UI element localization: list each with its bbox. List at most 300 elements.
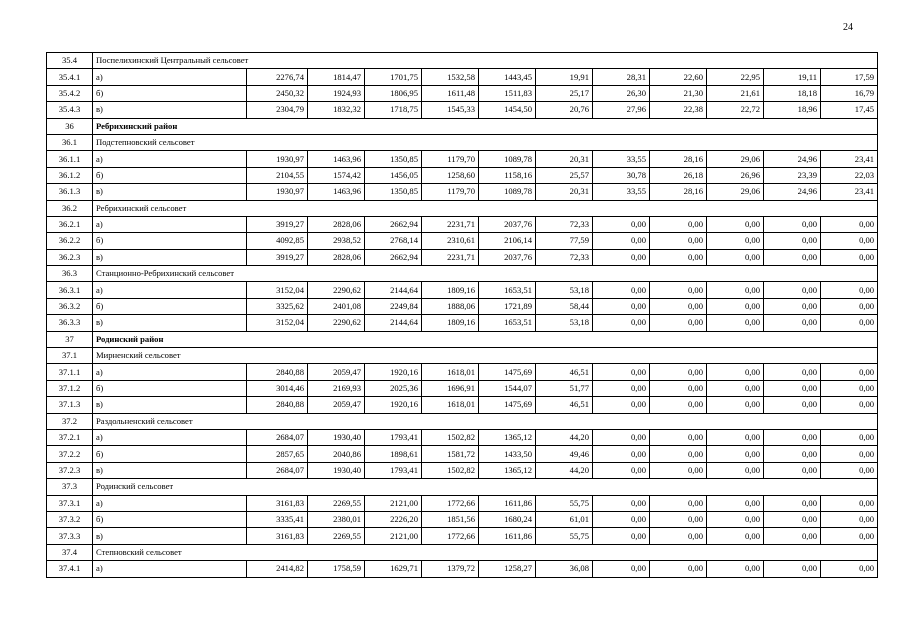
value-cell: 0,00 xyxy=(707,429,764,445)
value-cell: 0,00 xyxy=(764,446,821,462)
value-cell: 0,00 xyxy=(821,298,878,314)
section-header-row xyxy=(47,266,878,282)
value-cell: 0,00 xyxy=(707,364,764,380)
value-cell: 0,00 xyxy=(821,233,878,249)
value-cell: 17,45 xyxy=(821,102,878,118)
value-cell: 0,00 xyxy=(821,446,878,462)
row-code-cell: 37 xyxy=(47,331,93,347)
value-cell: 2276,74 xyxy=(247,69,308,85)
table-row xyxy=(47,561,878,577)
row-label-cell: а) xyxy=(93,151,247,167)
value-cell: 0,00 xyxy=(764,364,821,380)
value-cell: 3335,41 xyxy=(247,511,308,527)
value-cell: 0,00 xyxy=(593,397,650,413)
value-cell: 0,00 xyxy=(593,429,650,445)
value-cell: 29,06 xyxy=(707,184,764,200)
value-cell: 2249,84 xyxy=(365,298,422,314)
value-cell: 1611,86 xyxy=(479,495,536,511)
value-cell: 2840,88 xyxy=(247,397,308,413)
table-row xyxy=(47,216,878,232)
value-cell: 25,17 xyxy=(536,85,593,101)
value-cell: 1793,41 xyxy=(365,429,422,445)
table-row xyxy=(47,528,878,544)
value-cell: 29,06 xyxy=(707,151,764,167)
table-row xyxy=(47,462,878,478)
value-cell: 23,41 xyxy=(821,184,878,200)
row-code-cell: 36.1 xyxy=(47,134,93,150)
row-label-cell: а) xyxy=(93,364,247,380)
value-cell: 0,00 xyxy=(593,282,650,298)
row-code-cell: 36.1.2 xyxy=(47,167,93,183)
row-code-cell: 35.4.1 xyxy=(47,69,93,85)
value-cell: 2938,52 xyxy=(308,233,365,249)
tariff-table xyxy=(46,52,878,578)
value-cell: 0,00 xyxy=(821,528,878,544)
value-cell: 0,00 xyxy=(821,364,878,380)
value-cell: 1721,89 xyxy=(479,298,536,314)
row-code-cell: 37.4 xyxy=(47,544,93,560)
table-row xyxy=(47,429,878,445)
row-code-cell: 36.2.2 xyxy=(47,233,93,249)
value-cell: 3152,04 xyxy=(247,282,308,298)
row-code-cell: 37.2 xyxy=(47,413,93,429)
value-cell: 0,00 xyxy=(764,495,821,511)
row-code-cell: 36.3.1 xyxy=(47,282,93,298)
row-code-cell: 36.3.2 xyxy=(47,298,93,314)
table-row xyxy=(47,69,878,85)
value-cell: 0,00 xyxy=(821,561,878,577)
value-cell: 30,78 xyxy=(593,167,650,183)
section-header-row xyxy=(47,413,878,429)
value-cell: 49,46 xyxy=(536,446,593,462)
value-cell: 1793,41 xyxy=(365,462,422,478)
value-cell: 0,00 xyxy=(764,282,821,298)
value-cell: 1772,66 xyxy=(422,528,479,544)
row-label-cell: а) xyxy=(93,69,247,85)
value-cell: 1758,59 xyxy=(308,561,365,577)
value-cell: 0,00 xyxy=(650,216,707,232)
value-cell: 55,75 xyxy=(536,528,593,544)
value-cell: 1089,78 xyxy=(479,184,536,200)
value-cell: 1851,56 xyxy=(422,511,479,527)
value-cell: 0,00 xyxy=(764,298,821,314)
value-cell: 1574,42 xyxy=(308,167,365,183)
value-cell: 0,00 xyxy=(650,298,707,314)
value-cell: 1924,93 xyxy=(308,85,365,101)
value-cell: 1511,83 xyxy=(479,85,536,101)
value-cell: 0,00 xyxy=(593,364,650,380)
value-cell: 2401,08 xyxy=(308,298,365,314)
value-cell: 2037,76 xyxy=(479,216,536,232)
value-cell: 0,00 xyxy=(707,380,764,396)
value-cell: 19,91 xyxy=(536,69,593,85)
value-cell: 1718,75 xyxy=(365,102,422,118)
value-cell: 0,00 xyxy=(593,298,650,314)
value-cell: 55,75 xyxy=(536,495,593,511)
value-cell: 1701,75 xyxy=(365,69,422,85)
value-cell: 23,41 xyxy=(821,151,878,167)
value-cell: 2037,76 xyxy=(479,249,536,265)
value-cell: 1158,16 xyxy=(479,167,536,183)
value-cell: 1433,50 xyxy=(479,446,536,462)
section-title-cell: Станционно-Ребрихинский сельсовет xyxy=(93,266,878,282)
value-cell: 0,00 xyxy=(593,249,650,265)
district-header-row xyxy=(47,331,878,347)
value-cell: 2226,20 xyxy=(365,511,422,527)
value-cell: 1258,27 xyxy=(479,561,536,577)
section-header-row xyxy=(47,200,878,216)
row-label-cell: а) xyxy=(93,282,247,298)
value-cell: 1379,72 xyxy=(422,561,479,577)
value-cell: 1581,72 xyxy=(422,446,479,462)
value-cell: 2231,71 xyxy=(422,216,479,232)
section-header-row xyxy=(47,479,878,495)
value-cell: 0,00 xyxy=(650,282,707,298)
row-label-cell: б) xyxy=(93,446,247,462)
row-code-cell: 37.4.1 xyxy=(47,561,93,577)
value-cell: 24,96 xyxy=(764,184,821,200)
value-cell: 0,00 xyxy=(764,511,821,527)
section-title-cell: Подстепновский сельсовет xyxy=(93,134,878,150)
value-cell: 16,79 xyxy=(821,85,878,101)
value-cell: 0,00 xyxy=(707,249,764,265)
value-cell: 1456,05 xyxy=(365,167,422,183)
value-cell: 0,00 xyxy=(650,233,707,249)
value-cell: 0,00 xyxy=(650,397,707,413)
value-cell: 0,00 xyxy=(707,511,764,527)
table-row xyxy=(47,364,878,380)
value-cell: 2231,71 xyxy=(422,249,479,265)
value-cell: 2840,88 xyxy=(247,364,308,380)
table-row xyxy=(47,282,878,298)
value-cell: 26,30 xyxy=(593,85,650,101)
value-cell: 1443,45 xyxy=(479,69,536,85)
section-header-row xyxy=(47,348,878,364)
value-cell: 20,76 xyxy=(536,102,593,118)
value-cell: 46,51 xyxy=(536,397,593,413)
section-title-cell: Ребрихинский район xyxy=(93,118,878,134)
value-cell: 0,00 xyxy=(593,315,650,331)
value-cell: 0,00 xyxy=(707,528,764,544)
value-cell: 61,01 xyxy=(536,511,593,527)
value-cell: 0,00 xyxy=(593,446,650,462)
value-cell: 2104,55 xyxy=(247,167,308,183)
table-row xyxy=(47,184,878,200)
table-row xyxy=(47,511,878,527)
value-cell: 26,18 xyxy=(650,167,707,183)
row-code-cell: 36.3.3 xyxy=(47,315,93,331)
row-label-cell: б) xyxy=(93,298,247,314)
row-label-cell: в) xyxy=(93,528,247,544)
value-cell: 0,00 xyxy=(650,364,707,380)
row-code-cell: 37.3 xyxy=(47,479,93,495)
row-code-cell: 37.2.1 xyxy=(47,429,93,445)
value-cell: 0,00 xyxy=(650,561,707,577)
row-label-cell: б) xyxy=(93,85,247,101)
section-title-cell: Раздольненский сельсовет xyxy=(93,413,878,429)
value-cell: 1475,69 xyxy=(479,397,536,413)
value-cell: 1898,61 xyxy=(365,446,422,462)
value-cell: 0,00 xyxy=(707,298,764,314)
row-label-cell: в) xyxy=(93,102,247,118)
value-cell: 28,31 xyxy=(593,69,650,85)
row-code-cell: 36.3 xyxy=(47,266,93,282)
value-cell: 1179,70 xyxy=(422,151,479,167)
value-cell: 22,38 xyxy=(650,102,707,118)
value-cell: 2144,64 xyxy=(365,282,422,298)
value-cell: 2059,47 xyxy=(308,397,365,413)
value-cell: 2269,55 xyxy=(308,528,365,544)
value-cell: 1502,82 xyxy=(422,462,479,478)
value-cell: 2310,61 xyxy=(422,233,479,249)
row-code-cell: 36.1.1 xyxy=(47,151,93,167)
row-label-cell: в) xyxy=(93,462,247,478)
value-cell: 1618,01 xyxy=(422,364,479,380)
value-cell: 0,00 xyxy=(650,462,707,478)
row-label-cell: в) xyxy=(93,315,247,331)
value-cell: 72,33 xyxy=(536,249,593,265)
value-cell: 3014,46 xyxy=(247,380,308,396)
row-code-cell: 35.4.3 xyxy=(47,102,93,118)
value-cell: 28,16 xyxy=(650,184,707,200)
section-title-cell: Родинский район xyxy=(93,331,878,347)
value-cell: 1888,06 xyxy=(422,298,479,314)
value-cell: 22,60 xyxy=(650,69,707,85)
value-cell: 1365,12 xyxy=(479,429,536,445)
value-cell: 0,00 xyxy=(764,397,821,413)
value-cell: 0,00 xyxy=(707,495,764,511)
value-cell: 1350,85 xyxy=(365,184,422,200)
value-cell: 1696,91 xyxy=(422,380,479,396)
value-cell: 25,57 xyxy=(536,167,593,183)
value-cell: 0,00 xyxy=(821,462,878,478)
value-cell: 0,00 xyxy=(707,233,764,249)
value-cell: 1350,85 xyxy=(365,151,422,167)
value-cell: 22,95 xyxy=(707,69,764,85)
value-cell: 2828,06 xyxy=(308,216,365,232)
value-cell: 0,00 xyxy=(821,495,878,511)
value-cell: 0,00 xyxy=(821,380,878,396)
value-cell: 0,00 xyxy=(593,511,650,527)
value-cell: 0,00 xyxy=(650,249,707,265)
value-cell: 1772,66 xyxy=(422,495,479,511)
value-cell: 0,00 xyxy=(764,315,821,331)
value-cell: 44,20 xyxy=(536,462,593,478)
value-cell: 3161,83 xyxy=(247,495,308,511)
district-header-row xyxy=(47,118,878,134)
value-cell: 2106,14 xyxy=(479,233,536,249)
row-code-cell: 35.4.2 xyxy=(47,85,93,101)
row-code-cell: 37.2.2 xyxy=(47,446,93,462)
value-cell: 1618,01 xyxy=(422,397,479,413)
value-cell: 1544,07 xyxy=(479,380,536,396)
row-code-cell: 36 xyxy=(47,118,93,134)
table-row xyxy=(47,495,878,511)
value-cell: 1930,97 xyxy=(247,184,308,200)
value-cell: 1680,24 xyxy=(479,511,536,527)
value-cell: 0,00 xyxy=(593,380,650,396)
value-cell: 0,00 xyxy=(821,511,878,527)
value-cell: 0,00 xyxy=(593,561,650,577)
value-cell: 1814,47 xyxy=(308,69,365,85)
value-cell: 1920,16 xyxy=(365,397,422,413)
value-cell: 1365,12 xyxy=(479,462,536,478)
row-label-cell: б) xyxy=(93,380,247,396)
table-row xyxy=(47,233,878,249)
row-label-cell: в) xyxy=(93,397,247,413)
value-cell: 0,00 xyxy=(593,233,650,249)
table-row xyxy=(47,102,878,118)
value-cell: 1463,96 xyxy=(308,151,365,167)
value-cell: 2662,94 xyxy=(365,249,422,265)
value-cell: 3161,83 xyxy=(247,528,308,544)
value-cell: 2059,47 xyxy=(308,364,365,380)
row-code-cell: 37.1.1 xyxy=(47,364,93,380)
value-cell: 1832,32 xyxy=(308,102,365,118)
value-cell: 1463,96 xyxy=(308,184,365,200)
value-cell: 0,00 xyxy=(650,315,707,331)
value-cell: 33,55 xyxy=(593,151,650,167)
table-row xyxy=(47,151,878,167)
value-cell: 2380,01 xyxy=(308,511,365,527)
table-row xyxy=(47,380,878,396)
row-label-cell: в) xyxy=(93,249,247,265)
section-title-cell: Мирненский сельсовет xyxy=(93,348,878,364)
value-cell: 0,00 xyxy=(593,462,650,478)
value-cell: 3919,27 xyxy=(247,249,308,265)
value-cell: 2121,00 xyxy=(365,495,422,511)
value-cell: 28,16 xyxy=(650,151,707,167)
row-label-cell: в) xyxy=(93,184,247,200)
value-cell: 1806,95 xyxy=(365,85,422,101)
value-cell: 2857,65 xyxy=(247,446,308,462)
row-code-cell: 37.1.2 xyxy=(47,380,93,396)
row-code-cell: 37.1 xyxy=(47,348,93,364)
value-cell: 1258,60 xyxy=(422,167,479,183)
row-code-cell: 37.2.3 xyxy=(47,462,93,478)
section-header-row xyxy=(47,53,878,69)
value-cell: 17,59 xyxy=(821,69,878,85)
row-label-cell: а) xyxy=(93,216,247,232)
value-cell: 3325,62 xyxy=(247,298,308,314)
value-cell: 0,00 xyxy=(764,216,821,232)
section-title-cell: Родинский сельсовет xyxy=(93,479,878,495)
value-cell: 1502,82 xyxy=(422,429,479,445)
value-cell: 18,96 xyxy=(764,102,821,118)
table-row xyxy=(47,298,878,314)
value-cell: 0,00 xyxy=(764,233,821,249)
table-row xyxy=(47,167,878,183)
value-cell: 2414,82 xyxy=(247,561,308,577)
value-cell: 23,39 xyxy=(764,167,821,183)
value-cell: 0,00 xyxy=(650,495,707,511)
value-cell: 0,00 xyxy=(821,282,878,298)
value-cell: 0,00 xyxy=(707,446,764,462)
row-code-cell: 37.3.1 xyxy=(47,495,93,511)
value-cell: 2121,00 xyxy=(365,528,422,544)
value-cell: 0,00 xyxy=(764,249,821,265)
value-cell: 26,96 xyxy=(707,167,764,183)
value-cell: 0,00 xyxy=(650,446,707,462)
section-header-row xyxy=(47,544,878,560)
value-cell: 2450,32 xyxy=(247,85,308,101)
value-cell: 20,31 xyxy=(536,184,593,200)
value-cell: 51,77 xyxy=(536,380,593,396)
value-cell: 58,44 xyxy=(536,298,593,314)
value-cell: 27,96 xyxy=(593,102,650,118)
value-cell: 2290,62 xyxy=(308,282,365,298)
value-cell: 0,00 xyxy=(707,315,764,331)
value-cell: 0,00 xyxy=(707,282,764,298)
value-cell: 1930,40 xyxy=(308,429,365,445)
table-row xyxy=(47,85,878,101)
value-cell: 0,00 xyxy=(707,462,764,478)
value-cell: 36,08 xyxy=(536,561,593,577)
value-cell: 77,59 xyxy=(536,233,593,249)
row-code-cell: 37.3.3 xyxy=(47,528,93,544)
value-cell: 53,18 xyxy=(536,315,593,331)
value-cell: 44,20 xyxy=(536,429,593,445)
value-cell: 1179,70 xyxy=(422,184,479,200)
value-cell: 1629,71 xyxy=(365,561,422,577)
value-cell: 1454,50 xyxy=(479,102,536,118)
value-cell: 1653,51 xyxy=(479,315,536,331)
value-cell: 2269,55 xyxy=(308,495,365,511)
value-cell: 2144,64 xyxy=(365,315,422,331)
table-body xyxy=(47,53,878,578)
table-row xyxy=(47,446,878,462)
value-cell: 20,31 xyxy=(536,151,593,167)
table-row xyxy=(47,315,878,331)
value-cell: 0,00 xyxy=(821,429,878,445)
row-label-cell: б) xyxy=(93,167,247,183)
table-row xyxy=(47,249,878,265)
value-cell: 1930,97 xyxy=(247,151,308,167)
value-cell: 46,51 xyxy=(536,364,593,380)
value-cell: 0,00 xyxy=(650,429,707,445)
value-cell: 21,61 xyxy=(707,85,764,101)
value-cell: 19,11 xyxy=(764,69,821,85)
value-cell: 18,18 xyxy=(764,85,821,101)
row-label-cell: б) xyxy=(93,233,247,249)
value-cell: 72,33 xyxy=(536,216,593,232)
value-cell: 0,00 xyxy=(821,249,878,265)
row-label-cell: а) xyxy=(93,561,247,577)
row-code-cell: 36.2.3 xyxy=(47,249,93,265)
section-title-cell: Поспелихинский Центральный сельсовет xyxy=(93,53,878,69)
value-cell: 0,00 xyxy=(764,528,821,544)
value-cell: 2025,36 xyxy=(365,380,422,396)
value-cell: 1611,48 xyxy=(422,85,479,101)
value-cell: 1809,16 xyxy=(422,315,479,331)
value-cell: 4092,85 xyxy=(247,233,308,249)
value-cell: 3152,04 xyxy=(247,315,308,331)
value-cell: 1545,33 xyxy=(422,102,479,118)
value-cell: 3919,27 xyxy=(247,216,308,232)
section-header-row xyxy=(47,134,878,150)
table-row xyxy=(47,397,878,413)
value-cell: 1532,58 xyxy=(422,69,479,85)
row-label-cell: а) xyxy=(93,495,247,511)
value-cell: 0,00 xyxy=(593,216,650,232)
value-cell: 2040,86 xyxy=(308,446,365,462)
value-cell: 2684,07 xyxy=(247,462,308,478)
value-cell: 0,00 xyxy=(764,561,821,577)
value-cell: 0,00 xyxy=(764,462,821,478)
value-cell: 2290,62 xyxy=(308,315,365,331)
value-cell: 24,96 xyxy=(764,151,821,167)
value-cell: 0,00 xyxy=(707,561,764,577)
